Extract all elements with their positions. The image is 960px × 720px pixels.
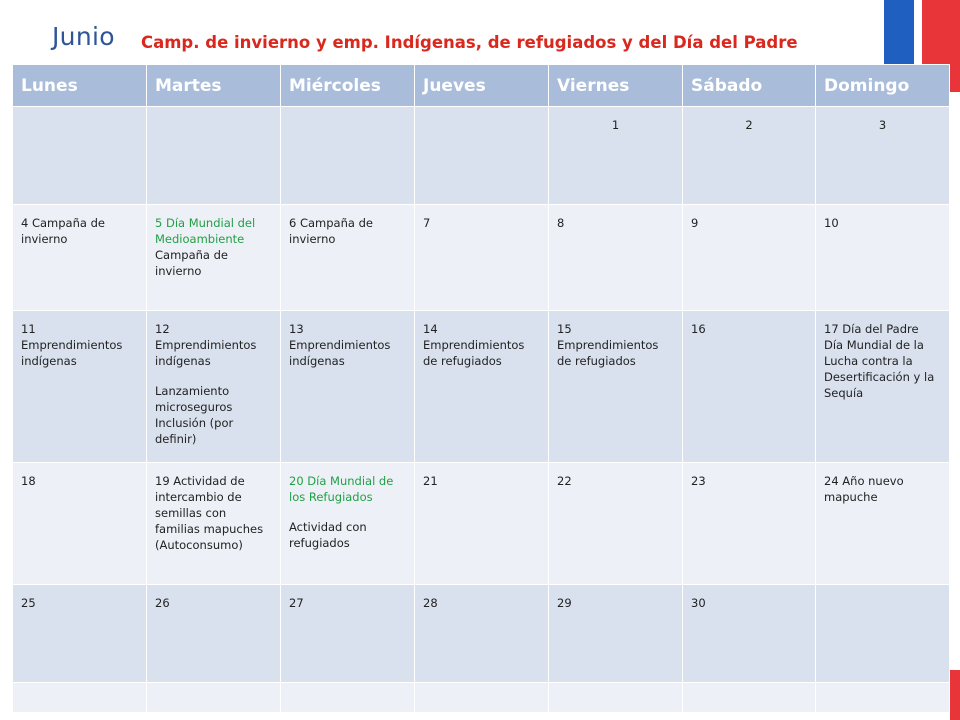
spacer <box>155 369 272 383</box>
weekday-header: Domingo <box>816 65 950 107</box>
weekday-header: Martes <box>147 65 281 107</box>
spacer <box>289 505 406 519</box>
day-cell: 28 <box>415 585 549 683</box>
weekday-header: Viernes <box>549 65 683 107</box>
day-cell-sunday: 10 <box>816 205 950 311</box>
calendar-table <box>12 64 950 713</box>
month-subtitle: Camp. de invierno y emp. Indígenas, de refugiados y del Día del Padre <box>141 33 798 52</box>
event-label: Campaña de invierno <box>155 248 228 278</box>
day-cell <box>281 463 415 585</box>
event-label: Actividad con refugiados <box>289 520 367 550</box>
day-cell: 27 <box>281 585 415 683</box>
day-cell: 29 <box>549 585 683 683</box>
day-cell: 9 <box>683 205 816 311</box>
day-cell-empty <box>13 683 147 713</box>
day-cell: 30 <box>683 585 816 683</box>
day-cell: 13 Emprendimientos indígenas <box>281 311 415 463</box>
month-title: Junio <box>52 22 115 51</box>
calendar-week-row <box>13 311 950 463</box>
day-cell: 1 <box>549 107 683 205</box>
day-cell: 16 <box>683 311 816 463</box>
day-cell-empty <box>13 107 147 205</box>
calendar-week-row <box>13 585 950 683</box>
day-cell-sunday: 24 Año nuevo mapuche <box>816 463 950 585</box>
calendar-week-row <box>13 205 950 311</box>
day-cell: 8 <box>549 205 683 311</box>
world-day-label: 20 Día Mundial de los Refugiados <box>289 474 394 504</box>
calendar-week-row <box>13 683 950 713</box>
weekday-header: Lunes <box>13 65 147 107</box>
day-cell-empty <box>816 585 950 683</box>
calendar-week-row <box>13 107 950 205</box>
day-cell: 22 <box>549 463 683 585</box>
weekday-header: Miércoles <box>281 65 415 107</box>
day-cell: 23 <box>683 463 816 585</box>
day-cell-empty <box>816 683 950 713</box>
day-cell-empty <box>281 107 415 205</box>
day-cell-sunday: 17 Día del Padre Día Mundial de la Lucha contra la Desertificación y la Sequía <box>816 311 950 463</box>
day-cell <box>147 205 281 311</box>
day-cell-sunday: 3 <box>816 107 950 205</box>
day-cell: 26 <box>147 585 281 683</box>
calendar-week-row <box>13 463 950 585</box>
weekday-header-row <box>13 65 950 107</box>
day-cell: 15 Emprendimientos de refugiados <box>549 311 683 463</box>
day-cell: 19 Actividad de intercambio de semillas con familias mapuches (Autoconsumo) <box>147 463 281 585</box>
world-day-label: 5 Día Mundial del Medioambiente <box>155 216 256 246</box>
day-cell: 21 <box>415 463 549 585</box>
day-cell: 4 Campaña de invierno <box>13 205 147 311</box>
day-cell-empty <box>549 683 683 713</box>
day-cell-empty <box>147 107 281 205</box>
day-cell-empty <box>683 683 816 713</box>
day-cell-empty <box>281 683 415 713</box>
day-cell-empty <box>415 107 549 205</box>
day-cell-empty <box>415 683 549 713</box>
event-label: Lanzamiento microseguros Inclusión (por definir) <box>155 384 234 446</box>
day-cell: 11 Emprendimientos indígenas <box>13 311 147 463</box>
flag-blue-stripe <box>884 0 914 66</box>
day-cell: 6 Campaña de invierno <box>281 205 415 311</box>
day-cell: 25 <box>13 585 147 683</box>
day-cell: 2 <box>683 107 816 205</box>
day-cell-empty <box>147 683 281 713</box>
weekday-header: Jueves <box>415 65 549 107</box>
event-label: 12 Emprendimientos indígenas <box>155 322 257 368</box>
weekday-header: Sábado <box>683 65 816 107</box>
side-red-bar <box>950 670 960 720</box>
day-cell: 18 <box>13 463 147 585</box>
day-cell <box>147 311 281 463</box>
day-cell: 14 Emprendimientos de refugiados <box>415 311 549 463</box>
day-cell: 7 <box>415 205 549 311</box>
